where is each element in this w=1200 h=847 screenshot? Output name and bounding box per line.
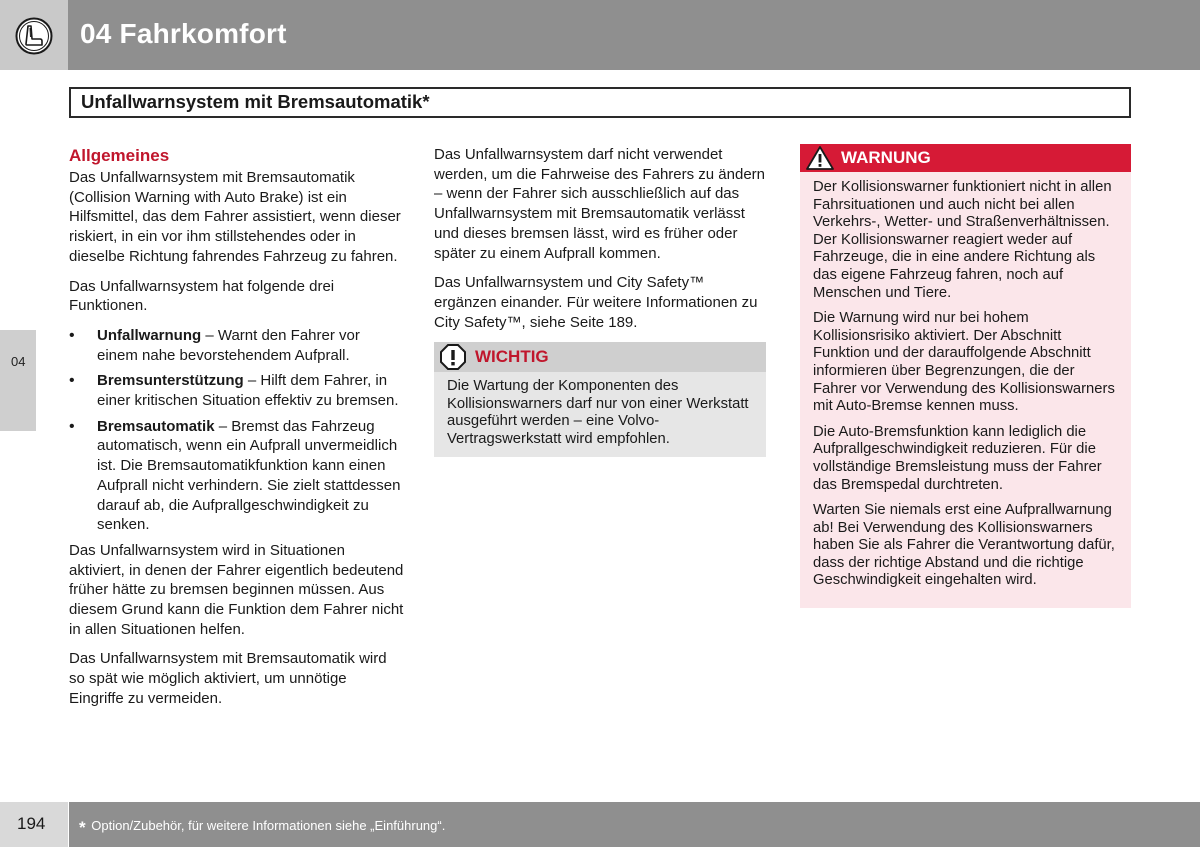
bullet-icon: • [69, 417, 75, 435]
list-item [69, 371, 404, 410]
activation-paragraph: Das Unfallwarnsystem wird in Situationen aktiviert, in denen der Fahrer eigentlich bedeutend früher hätte zu bremsen beginnen müssen. Aus diesem Grund kann die Funktion dem Fahrer nicht in allen Situationen helfen. [69, 541, 404, 638]
list-item-text: – Warnt den Fahrer vor einem nahe bevorstehendem Aufprall. [97, 326, 360, 364]
page-number: 194 [17, 814, 46, 833]
important-icon [439, 343, 467, 371]
wichtig-text: Die Wartung der Komponenten des Kollisionswarners darf nur von einer Werkstatt ausgeführt werden – eine Volvo-Vertragswerkstatt wird empfohlen. [447, 378, 749, 447]
subheading-allgemeines: Allgemeines [69, 146, 170, 165]
list-item-text: – Hilft dem Fahrer, in einer kritischen Situation effektiv zu bremsen. [97, 372, 399, 410]
misuse-paragraph: Das Unfallwarnsystem darf nicht verwendet werden, um die Fahrweise des Fahrers zu ändern – wenn der Fahrer sich ausschließlich auf das Unfallwarnsystem mit Bremsautomatik verlässt und dieses bremsen lässt, wird es früher oder später zu einem Aufprall kommen. [434, 146, 765, 262]
list-item-term: Bremsunterstützung [97, 372, 244, 390]
feature-list [69, 326, 404, 535]
late-activation-paragraph: Das Unfallwarnsystem mit Bremsautomatik wird so spät wie möglich aktiviert, um unnötige Eingriffe zu vermeiden. [69, 650, 387, 707]
list-item [69, 417, 404, 535]
warnung-paragraph: Der Kollisionswarner funktioniert nicht in allen Fahrsituationen und auch nicht bei allen Verkehrs-, Wetter- und Straßenverhältnissen. Der Kollisionswarner reagiert weder auf Fahrzeuge, die in eine andere Richtung als das eigene Fahrzeug fahren, noch auf Menschen und Tiere. [813, 179, 1112, 301]
wichtig-body [434, 372, 766, 448]
chapter-side-tab [0, 330, 36, 431]
city-safety-paragraph: Das Unfallwarnsystem und City Safety™ ergänzen einander. Für weitere Informationen zu City Safety™, siehe Seite 189. [434, 274, 758, 331]
footnote-text: Option/Zubehör, für weitere Informationen siehe „Einführung“. [91, 818, 446, 833]
section-title-box [69, 87, 1131, 118]
page-number-cell [0, 802, 68, 847]
functions-intro-paragraph: Das Unfallwarnsystem hat folgende drei Funktionen. [69, 277, 335, 315]
intro-paragraph: Das Unfallwarnsystem mit Bremsautomatik (Collision Warning with Auto Brake) ist ein Hilfsmittel, das dem Fahrer assistiert, wenn dieser riskiert, in ein vor ihm stillstehendes oder in dieselbe Richtung fahrendes Fahrzeug zu fahren. [69, 169, 401, 265]
warnung-paragraph: Die Auto-Bremsfunktion kann lediglich die Aufprallgeschwindigkeit reduzieren. Für die vollständige Bremsleistung muss der Fahrer das Bremspedal durchtreten. [813, 423, 1102, 493]
warnung-body [800, 172, 1131, 590]
list-item [69, 326, 404, 365]
warnung-notice [800, 144, 1131, 608]
bullet-icon: • [69, 372, 75, 390]
list-item-term: Unfallwarnung [97, 326, 202, 344]
bullet-icon: • [69, 326, 75, 344]
warnung-label: WARNUNG [841, 148, 931, 167]
wichtig-notice [434, 342, 766, 457]
warning-triangle-icon [805, 145, 835, 171]
footnote [79, 818, 445, 838]
chapter-icon-cell [0, 0, 68, 70]
warnung-header [800, 144, 1131, 172]
warnung-paragraph: Die Warnung wird nur bei hohem Kollisionsrisiko aktiviert. Der Abschnitt Funktion und der darauffolgende Abschnitt informieren über Begrenzungen, die der Fahrer vor Verwendung des Kollisionswarners mit Auto-Bremse kennen muss. [813, 310, 1115, 415]
seat-icon [15, 17, 53, 55]
wichtig-header [434, 342, 766, 372]
section-title: Unfallwarnsystem mit Bremsautomatik* [81, 91, 430, 112]
list-item-term: Bremsautomatik [97, 417, 215, 435]
chapter-side-tab-label: 04 [11, 354, 26, 369]
text-column-2 [434, 145, 766, 342]
wichtig-label: WICHTIG [475, 347, 549, 366]
warnung-paragraph: Warten Sie niemals erst eine Aufprallwarnung ab! Bei Verwendung des Kollisionswarners haben Sie als Fahrer die Verantwortung dafür, dass der richtige Abstand und die richtige Geschwindigkeit eingehalten wird. [813, 502, 1115, 589]
footer-band [69, 802, 1200, 847]
text-column-1 [69, 145, 404, 719]
chapter-title: 04 Fahrkomfort [80, 18, 287, 49]
footnote-marker: * [79, 818, 86, 837]
list-item-text: – Bremst das Fahrzeug automatisch, wenn ein Aufprall unvermeidlich ist. Die Bremsautomatikfunktion kann einen Aufprall nicht verhindern. Sie zielt stattdessen darauf ab, die Aufprallgeschwindigkeit zu senken. [97, 417, 401, 534]
